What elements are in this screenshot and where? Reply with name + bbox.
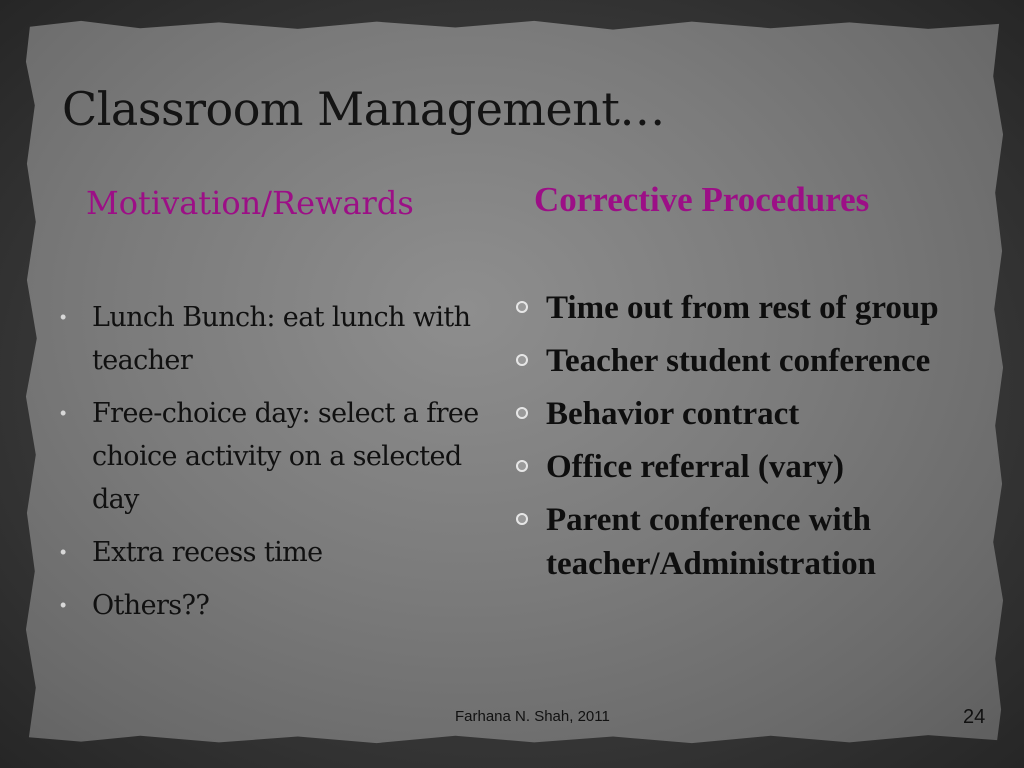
list-item: [60, 392, 480, 521]
list-item-text: Office referral (vary): [546, 449, 845, 485]
list-item: [513, 498, 983, 586]
list-item-text: Behavior contract: [546, 396, 800, 432]
corrective-heading: Corrective Procedures: [534, 180, 870, 219]
list-item: [513, 339, 983, 383]
list-item-text: Time out from rest of group: [546, 290, 939, 326]
list-item: [60, 296, 480, 382]
corrective-list: [513, 286, 983, 595]
list-item: [513, 445, 983, 489]
page-number: 24: [963, 706, 986, 728]
list-item-text: Teacher student conference: [546, 343, 931, 379]
bullet-dot-icon: •: [60, 542, 66, 562]
circle-bullet-icon: [516, 301, 528, 313]
slide-title: Classroom Management…: [62, 82, 665, 136]
list-item-text: Lunch Bunch: eat lunch with teacher: [92, 302, 471, 376]
list-item-text: Extra recess time: [92, 537, 323, 568]
list-item: [513, 286, 983, 330]
list-item: [513, 392, 983, 436]
circle-bullet-icon: [516, 513, 528, 525]
circle-bullet-icon: [516, 460, 528, 472]
bullet-dot-icon: •: [60, 595, 66, 615]
list-item-text: Others??: [92, 590, 210, 621]
circle-bullet-icon: [516, 354, 528, 366]
motivation-list: [60, 296, 480, 637]
circle-bullet-icon: [516, 407, 528, 419]
footer-credit: Farhana N. Shah, 2011: [455, 708, 610, 725]
bullet-dot-icon: •: [60, 403, 66, 423]
motivation-heading: Motivation/Rewards: [86, 184, 414, 222]
list-item-text: Parent conference with teacher/Administration: [546, 502, 876, 582]
bullet-dot-icon: •: [60, 307, 66, 327]
list-item: [60, 584, 480, 627]
list-item-text: Free-choice day: select a free choice activity on a selected day: [92, 398, 479, 515]
list-item: [60, 531, 480, 574]
